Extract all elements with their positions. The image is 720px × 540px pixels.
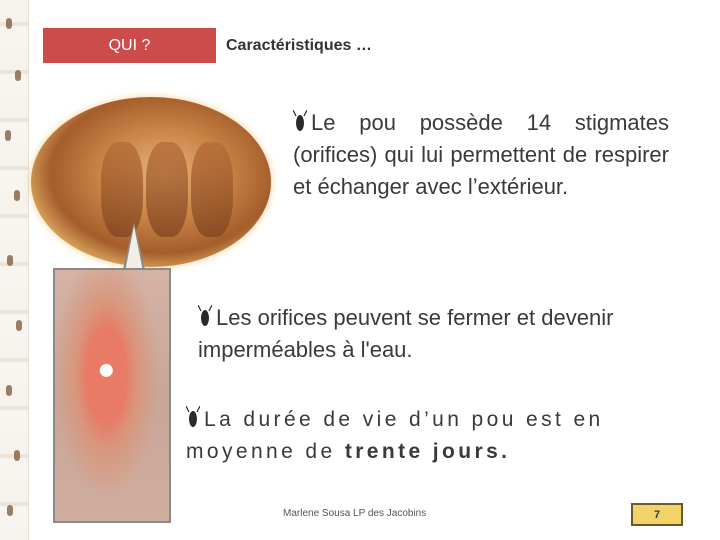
- louse-bullet-icon: [186, 406, 200, 428]
- louse-icon: [15, 70, 21, 81]
- louse-segment: [191, 142, 233, 237]
- skin-lesion-photo: [53, 268, 171, 523]
- louse-icon: [7, 505, 13, 516]
- louse-closeup-photo: [31, 97, 271, 267]
- bullet-paragraph-2: [198, 302, 668, 366]
- louse-bullet-icon: [293, 110, 307, 132]
- bullet-text-1: Le pou possède 14 stigmates (orifices) qui lui permettent de respirer et échanger avec l’extérieur.: [293, 110, 669, 199]
- bullet-paragraph-3: [186, 404, 666, 468]
- page-number-badge: 7: [631, 503, 683, 526]
- bullet-paragraph-1: [293, 107, 669, 203]
- section-label: QUI ?: [43, 28, 216, 63]
- bullet-text-3-emphasis: trente jours.: [344, 440, 511, 463]
- louse-icon: [14, 190, 20, 201]
- louse-icon: [5, 130, 11, 141]
- decorative-side-strip: [0, 0, 29, 540]
- louse-icon: [6, 18, 12, 29]
- louse-icon: [16, 320, 22, 331]
- louse-bullet-icon: [198, 305, 212, 327]
- slide-title: Caractéristiques …: [226, 37, 372, 54]
- louse-icon: [14, 450, 20, 461]
- louse-segment: [146, 142, 188, 237]
- louse-icon: [7, 255, 13, 266]
- louse-icon: [6, 385, 12, 396]
- bullet-text-3: La durée de vie d’un pou est en moyenne de: [186, 408, 604, 463]
- bullet-text-2: Les orifices peuvent se fermer et devenir imperméables à l'eau.: [198, 305, 614, 362]
- footer-author: Marlene Sousa LP des Jacobins: [283, 508, 427, 519]
